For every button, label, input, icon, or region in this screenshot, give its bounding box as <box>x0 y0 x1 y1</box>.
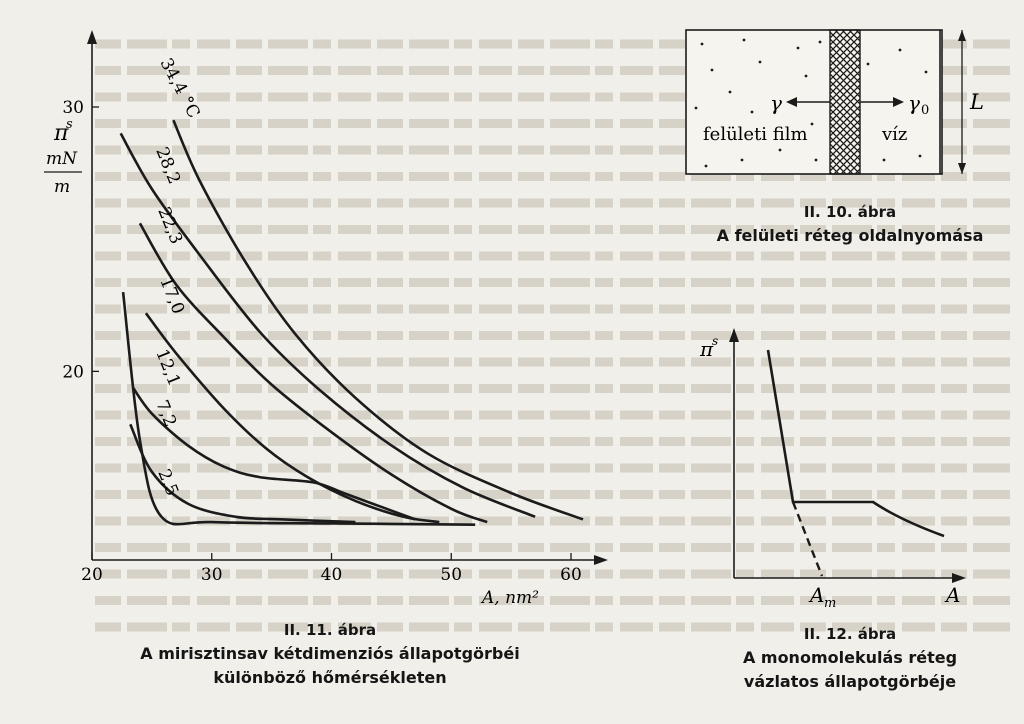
fig12-am-label: A <box>810 583 825 607</box>
fig10-caption-text: A felületi réteg oldalnyomása <box>716 226 984 245</box>
fig11-curve-label-34: 34,4 °C <box>155 54 204 122</box>
fig11-y-label-sup: s <box>66 117 73 132</box>
fig11-x-tick-label: 50 <box>440 565 463 585</box>
fig11-curve-label-17: 17,0 <box>155 274 189 317</box>
fig11-caption-line2: különböző hőmérsékleten <box>213 668 447 687</box>
fig10-gamma-right-sub: 0 <box>921 103 930 118</box>
fig11-curve-label-12: 12,1 <box>151 346 185 389</box>
fig10-gamma-right: γ <box>908 91 920 115</box>
fig11-y-label-unit-num: mN <box>46 149 77 169</box>
fig11-curve-label-28: 28,2 <box>151 144 185 187</box>
fig12-am-sub: m <box>824 596 837 611</box>
fig10-film-label: felületi film <box>703 124 808 145</box>
fig10-number: II. 10. ábra <box>803 203 897 221</box>
fig12-x-label: A <box>946 583 961 607</box>
fig12-caption-line1: A monomolekulás réteg <box>742 648 958 667</box>
fig12-x-axis-arrow-icon <box>952 573 966 583</box>
fig12-y-label-sup: s <box>712 334 719 348</box>
fig11-x-tick-label: 40 <box>320 565 343 585</box>
fig11-x-label: A, nm² <box>482 588 539 608</box>
fig10-length-label: L <box>970 90 984 114</box>
fig12-number: II. 12. ábra <box>803 625 897 643</box>
fig11-y-label-pi: π <box>54 121 69 146</box>
fig12-y-axis-arrow-icon <box>729 328 739 342</box>
fig11-x-tick-label: 30 <box>200 565 223 585</box>
fig12-caption <box>700 622 1000 694</box>
fig10-water-label: víz <box>882 124 908 145</box>
fig11-curve-label-7: 7,2 <box>151 397 181 430</box>
fig11-x-tick-label: 60 <box>560 565 582 585</box>
fig12-caption-line2: vázlatos állapotgörbéje <box>743 672 957 691</box>
fig10-gamma-left: γ <box>770 91 782 115</box>
fig11-x-tick-label: 20 <box>81 565 103 585</box>
fig11-y-tick-label: 20 <box>62 362 84 383</box>
fig12-y-label: π <box>700 337 714 361</box>
fig12-extrapolation-dashed <box>793 502 822 576</box>
fig11-curve-label-2: 2,5 <box>153 466 183 499</box>
fig11-y-tick-label: 30 <box>62 98 84 118</box>
fig11-y-label-unit-den: m <box>54 177 71 197</box>
fig11-curve-label-22: 22,3 <box>153 204 187 247</box>
fig11-number: II. 11. ábra <box>283 621 377 639</box>
fig11-caption-line1: A mirisztinsav kétdimenziós állapotgörbéi <box>140 644 520 663</box>
